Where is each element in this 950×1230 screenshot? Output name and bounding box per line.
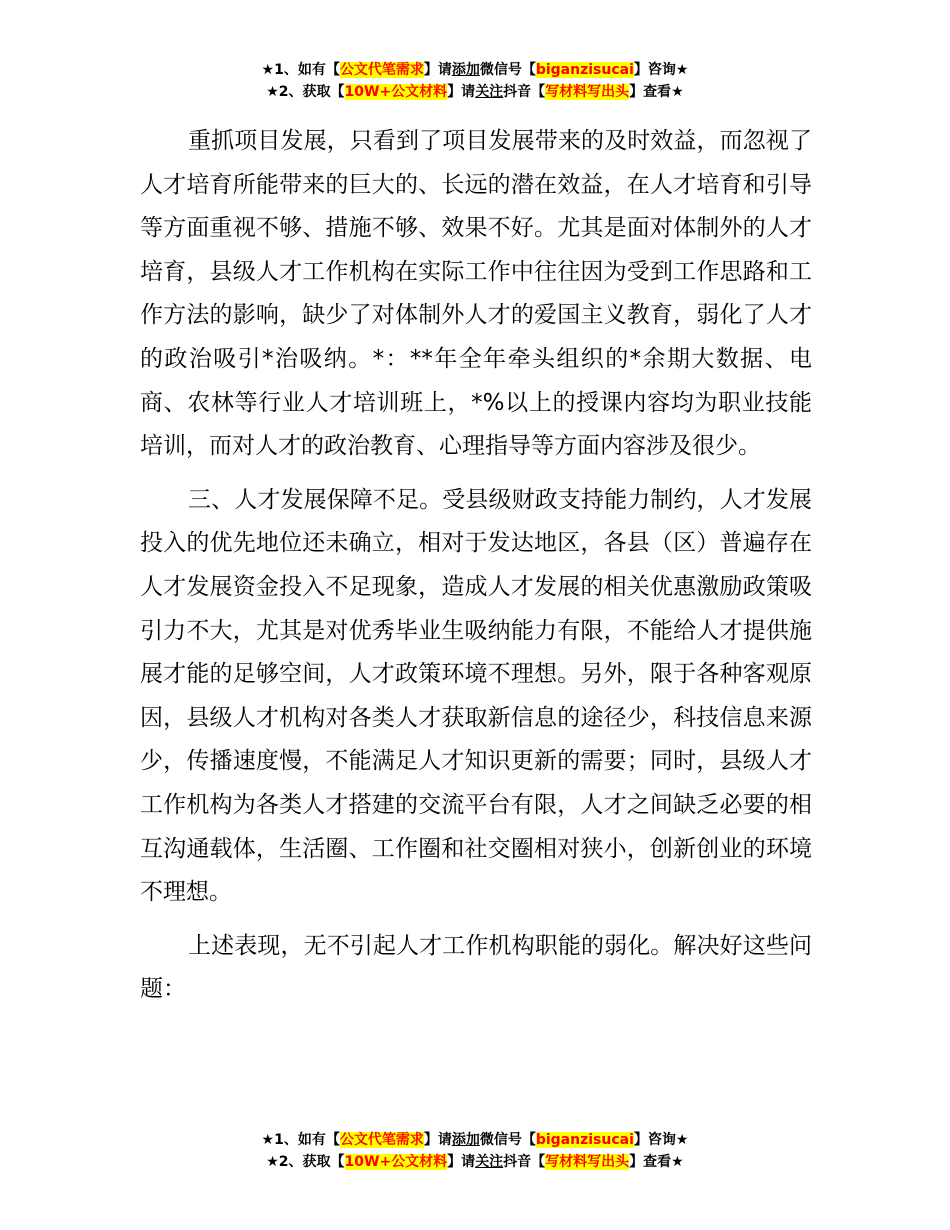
footer-line-2-highlight-douyin: 写材料写出头 xyxy=(545,1154,630,1170)
header-line-2-suffix: 】查看★ xyxy=(629,84,684,100)
header-line-1-prefix: ★1、如有【 xyxy=(261,62,340,78)
footer-line-2-mid2: 抖音【 xyxy=(503,1154,546,1170)
document-body xyxy=(140,120,812,1022)
footer-line-1-suffix: 】咨询★ xyxy=(633,1132,689,1148)
header-banner xyxy=(0,59,950,103)
footer-line-2 xyxy=(0,1151,950,1173)
header-line-1-mid: 】请 xyxy=(423,62,452,78)
header-line-1-highlight-wechat: biganzisucai xyxy=(535,62,634,78)
header-line-2-prefix: ★2、获取【 xyxy=(266,84,345,100)
footer-line-1-highlight-wechat: biganzisucai xyxy=(535,1132,634,1148)
footer-line-1-mid: 】请 xyxy=(423,1132,452,1148)
header-line-1-emphasis: 添加 xyxy=(451,62,480,78)
footer-line-1-mid2: 微信号【 xyxy=(479,1132,536,1148)
body-paragraph: 上述表现，无不引起人才工作机构职能的弱化。解决好这些问题： xyxy=(140,932,812,1003)
footer-line-1-prefix: ★1、如有【 xyxy=(261,1132,340,1148)
footer-line-2-highlight-materials: 10W+公文材料 xyxy=(344,1154,448,1170)
header-line-2-highlight-douyin: 写材料写出头 xyxy=(545,84,630,100)
header-line-2-highlight-materials: 10W+公文材料 xyxy=(344,84,448,100)
body-paragraph: 重抓项目发展，只看到了项目发展带来的及时效益，而忽视了人才培育所能带来的巨大的、长远的潜在效益，在人才培育和引导等方面重视不够、措施不够、效果不好。尤其是面对体制外的人才培育，县级人才工作机构在实际工作中往往因为受到工作思路和工作方法的影响，缺少了对体制外人才的爱国主义教育，弱化了人才的政治吸引*治吸纳。*：**年全年牵头组织的*余期大数据、电商、农林等行业人才培训班上，*%以上的授课内容均为职业技能培训，而对人才的政治教育、心理指导等方面内容涉及很少。 xyxy=(140,128,812,460)
footer-banner xyxy=(0,1129,950,1173)
footer-line-2-mid: 】请 xyxy=(447,1154,476,1170)
footer-line-2-emphasis: 关注 xyxy=(475,1154,504,1170)
header-line-1-mid2: 微信号【 xyxy=(479,62,536,78)
header-line-1-highlight-service: 公文代笔需求 xyxy=(339,62,424,78)
footer-line-1-highlight-service: 公文代笔需求 xyxy=(339,1132,424,1148)
header-line-1 xyxy=(0,59,950,81)
header-line-2-mid: 】请 xyxy=(447,84,476,100)
footer-line-2-suffix: 】查看★ xyxy=(629,1154,684,1170)
body-paragraph: 三、人才发展保障不足。受县级财政支持能力制约，人才发展投入的优先地位还未确立，相对于发达地区，各县（区）普遍存在人才发展资金投入不足现象，造成人才发展的相关优惠激励政策吸引力不大，尤其是对优秀毕业生吸纳能力有限，不能给人才提供施展才能的足够空间，人才政策环境不理想。另外，限于各种客观原因，县级人才机构对各类人才获取新信息的途径少，科技信息来源少，传播速度慢，不能满足人才知识更新的需要；同时，县级人才工作机构为各类人才搭建的交流平台有限，人才之间缺乏必要的相互沟通载体，生活圈、工作圈和社交圈相对狭小，创新创业的环境不理想。 xyxy=(140,486,812,906)
header-line-1-suffix: 】咨询★ xyxy=(633,62,689,78)
footer-line-2-prefix: ★2、获取【 xyxy=(266,1154,345,1170)
footer-line-1 xyxy=(0,1129,950,1151)
header-line-2 xyxy=(0,81,950,103)
header-line-2-emphasis: 关注 xyxy=(475,84,504,100)
footer-line-1-emphasis: 添加 xyxy=(451,1132,480,1148)
header-line-2-mid2: 抖音【 xyxy=(503,84,546,100)
